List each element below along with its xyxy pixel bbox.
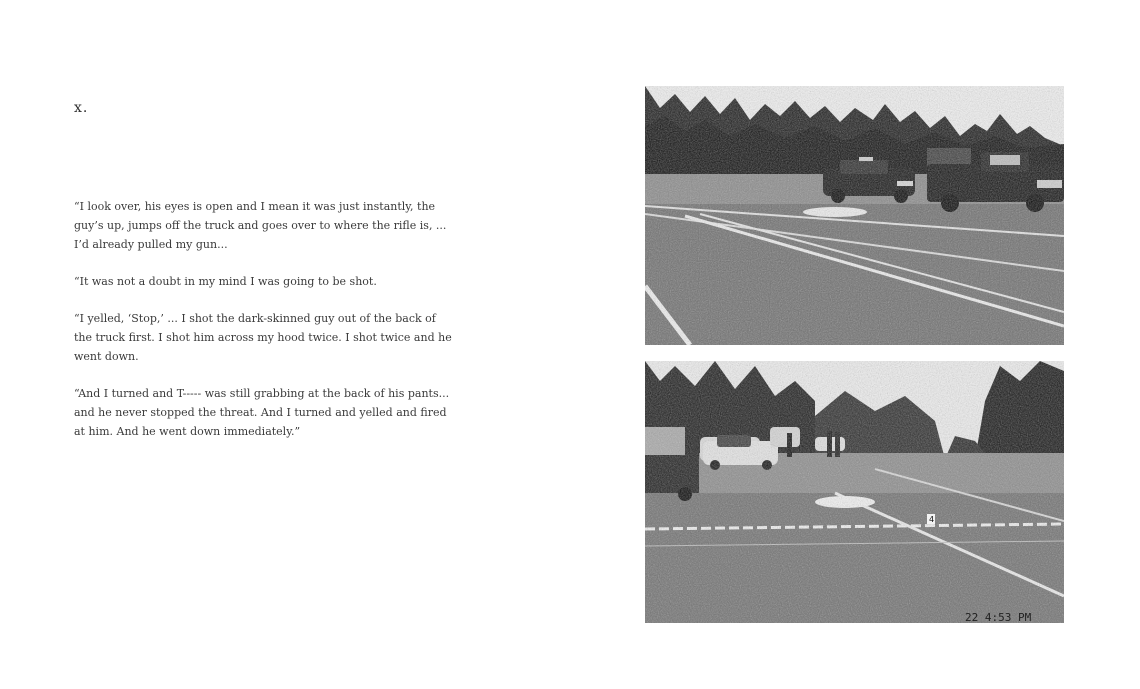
scene-photo-top [645,86,1064,345]
quote-paragraph-2: “It was not a doubt in my mind I was going to be shot. [74,275,377,288]
quote-text-block [74,197,454,459]
scene-photo-bottom [645,361,1064,623]
scene-photo-top-image [645,86,1064,345]
section-mark: x. [74,100,89,116]
quote-paragraph-1: “I look over, his eyes is open and I mean it was just instantly, the guy’s up, jumps off the truck and goes over to where the rifle is, ... I’d already pulled my gun... [74,200,447,251]
evidence-marker-4: 4 [929,515,935,524]
photo-timestamp: 22 4:53 PM [965,611,1032,623]
quote-paragraph-4: “And I turned and T----- was still grabbing at the back of his pants... and he never stopped the threat. And I turned and yelled and fired at him. And he went down immediately.” [74,387,450,438]
scene-photo-bottom-image [645,361,1064,623]
quote-paragraph-3: “I yelled, ‘Stop,’ ... I shot the dark-skinned guy out of the back of the truck first. I shot him across my hood twice. I shot twice and he went down. [74,312,452,363]
